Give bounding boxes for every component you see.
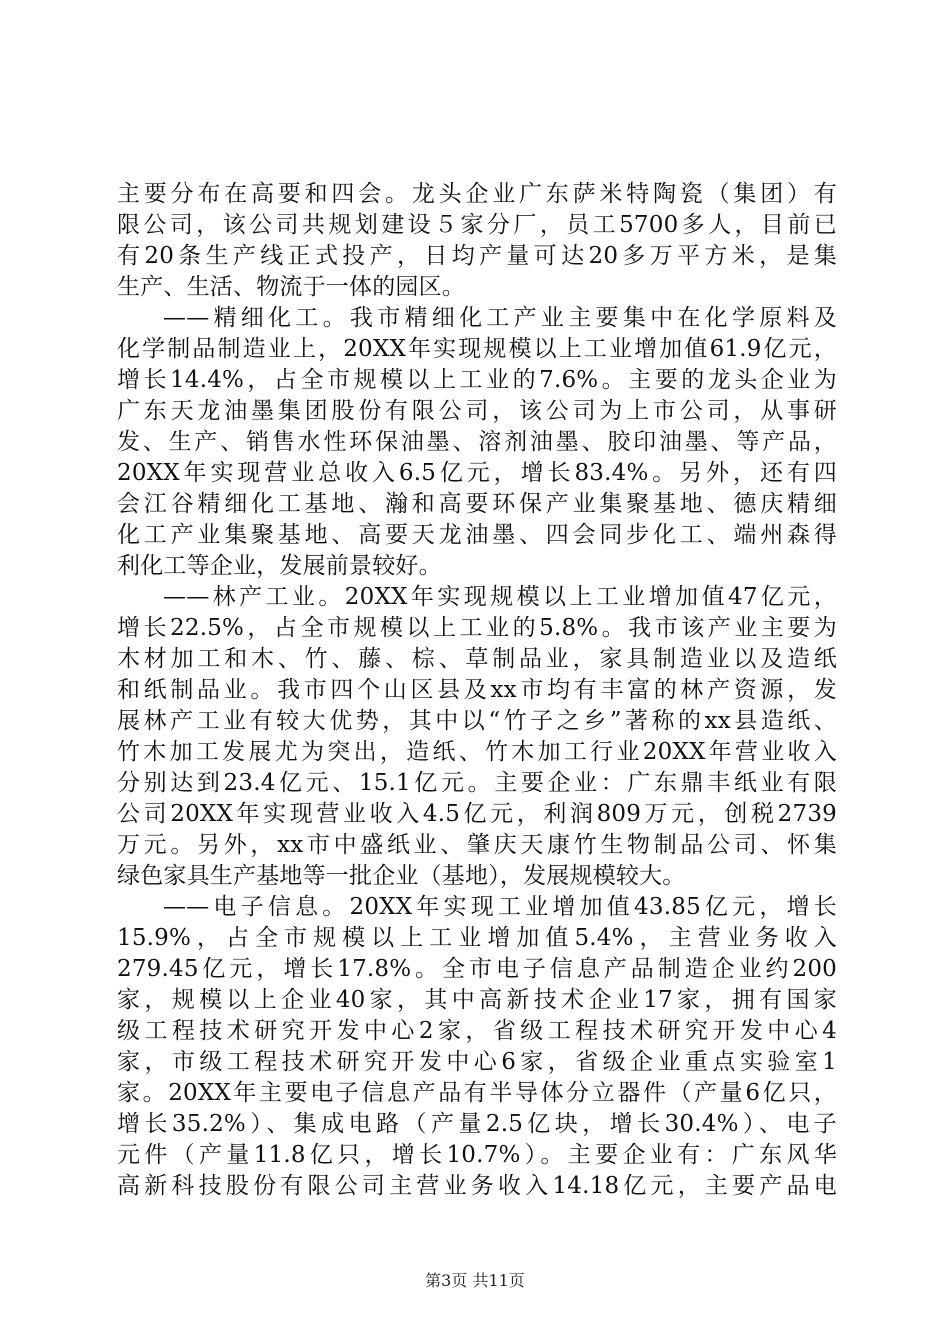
section-heading-line: ——林产工业。20XX年实现规模以上工业增加值47亿元， <box>163 584 837 610</box>
text-line: 级工程技术研究开发中心2家，省级工程技术研究开发中心4 <box>117 1018 837 1044</box>
text-line: 分别达到23.4亿元、15.1亿元。主要企业：广东鼎丰纸业有限 <box>117 770 837 796</box>
section-heading-line: ——精细化工。我市精细化工产业主要集中在化学原料及 <box>163 305 837 331</box>
text-line: 会江谷精细化工基地、瀚和高要环保产业集聚基地、德庆精细 <box>117 491 837 517</box>
text-line: 生产、生活、物流于一体的园区。 <box>117 274 465 300</box>
text-line: 主要分布在高要和四会。龙头企业广东萨米特陶瓷（集团）有 <box>117 181 837 207</box>
text-line: 高新科技股份有限公司主营业务收入14.18亿元，主要产品电 <box>117 1173 837 1199</box>
text-line: 公司20XX年实现营业收入4.5亿元，利润809万元，创税2739 <box>117 801 837 827</box>
text-line: 绿色家具生产基地等一批企业（基地），发展规模较大。 <box>117 863 686 889</box>
text-line: 增长14.4%，占全市规模以上工业的7.6%。主要的龙头企业为 <box>117 367 837 393</box>
text-line: 和纸制品业。我市四个山区县及xx市均有丰富的林产资源，发 <box>117 677 837 703</box>
text-line: 广东天龙油墨集团股份有限公司，该公司为上市公司，从事研 <box>117 398 837 424</box>
text-line: 发、生产、销售水性环保油墨、溶剂油墨、胶印油墨、等产品， <box>117 429 837 455</box>
text-line: 展林产工业有较大优势，其中以“竹子之乡”著称的xx县造纸、 <box>117 708 837 734</box>
text-line: 万元。另外，xx市中盛纸业、肇庆天康竹生物制品公司、怀集 <box>117 832 837 858</box>
text-line: 化学制品制造业上，20XX年实现规模以上工业增加值61.9亿元， <box>117 336 837 362</box>
text-line: 家。20XX年主要电子信息产品有半导体分立器件（产量6亿只， <box>117 1080 837 1106</box>
text-line: 限公司，该公司共规划建设５家分厂，员工5700多人，目前已 <box>117 212 837 238</box>
page-number-footer: 第3页 共11页 <box>425 1271 525 1290</box>
text-line: 家，规模以上企业40家，其中高新技术企业17家，拥有国家 <box>117 987 837 1013</box>
text-line: 20XX年实现营业总收入6.5亿元，增长83.4%。另外，还有四 <box>117 460 837 486</box>
text-line: 化工产业集聚基地、高要天龙油墨、四会同步化工、端州森得 <box>117 522 837 548</box>
section-heading-line: ——电子信息。20XX年实现工业增加值43.85亿元，增长 <box>163 894 837 920</box>
text-line: 木材加工和木、竹、藤、棕、草制品业，家具制造业以及造纸 <box>117 646 837 672</box>
text-line: 家，市级工程技术研究开发中心6家，省级企业重点实验室1 <box>117 1049 837 1075</box>
text-line: 利化工等企业，发展前景较好。 <box>117 553 442 579</box>
text-line: 279.45亿元，增长17.8%。全市电子信息产品制造企业约200 <box>117 956 837 982</box>
text-line: 15.9%，占全市规模以上工业增加值5.4%，主营业务收入 <box>117 925 837 951</box>
text-line: 增长22.5%，占全市规模以上工业的5.8%。我市该产业主要为 <box>117 615 837 641</box>
text-line: 元件（产量11.8亿只，增长10.7%）。主要企业有：广东风华 <box>117 1142 837 1168</box>
text-line: 有20条生产线正式投产，日均产量可达20多万平方米，是集 <box>117 243 837 269</box>
text-line: 竹木加工发展尤为突出，造纸、竹木加工行业20XX年营业收入 <box>117 739 837 765</box>
text-line: 增长35.2%）、集成电路（产量2.5亿块，增长30.4%）、电子 <box>117 1111 837 1137</box>
